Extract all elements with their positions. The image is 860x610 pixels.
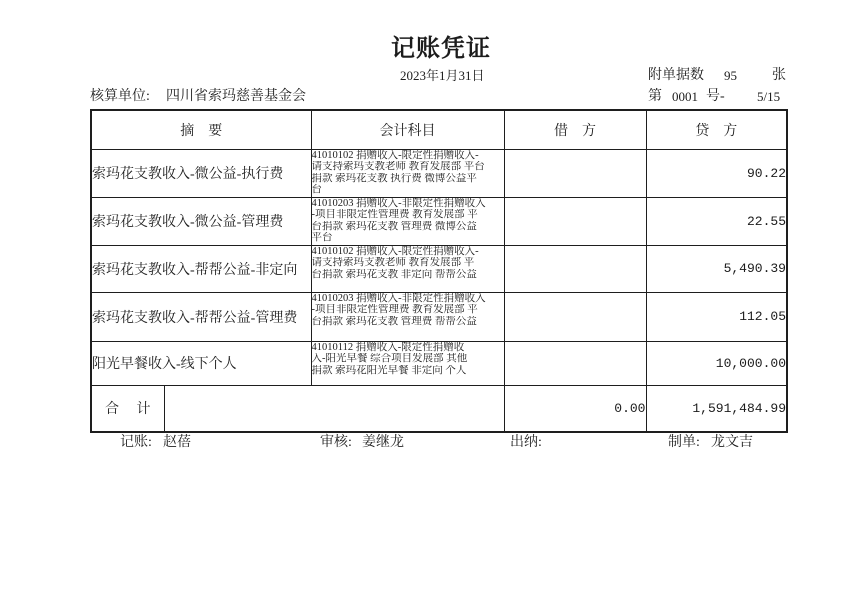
account-line: 捐款 索玛花支教 执行费 微博公益平	[311, 172, 477, 184]
accounting-unit-label: 核算单位:	[90, 89, 150, 104]
debit-cell	[504, 341, 646, 385]
total-blank-cell	[164, 385, 504, 432]
total-label: 合 计	[91, 385, 164, 432]
voucher-no-number: 0001	[672, 89, 698, 104]
account-line: 请支持索玛支教老师 教育发展部 平台	[311, 161, 485, 172]
account-line: 捐款 索玛花阳光早餐 非定向 个人	[311, 364, 467, 376]
account-line: 41010203 捐赠收入-非限定性捐赠收入	[311, 197, 486, 209]
preparer-label: 制单:	[668, 435, 700, 450]
reviewer-name: 姜继龙	[362, 435, 404, 450]
summary-cell: 阳光早餐收入-线下个人	[91, 341, 311, 385]
credit-cell: 90.22	[646, 149, 787, 197]
debit-cell	[504, 149, 646, 197]
table-row	[91, 149, 787, 197]
header-account: 会计科目	[311, 110, 504, 149]
credit-cell: 112.05	[646, 292, 787, 341]
header-debit: 借 方	[504, 110, 646, 149]
total-debit: 0.00	[504, 385, 646, 432]
bookkeeper-name: 赵蓓	[163, 435, 191, 450]
account-line: 41010203 捐赠收入-非限定性捐赠收入	[311, 292, 486, 304]
credit-cell: 22.55	[646, 197, 787, 245]
debit-cell	[504, 245, 646, 292]
summary-cell: 索玛花支教收入-帮帮公益-管理费	[91, 292, 311, 341]
account-line: 请支持索玛支教老师 教育发展部 平	[311, 257, 475, 268]
account-line: -项目非限定性管理费 教育发展部 平	[311, 304, 478, 315]
summary-cell: 索玛花支教收入-微公益-执行费	[91, 149, 311, 197]
voucher-table	[90, 109, 788, 433]
attachments-unit: 张	[772, 68, 786, 83]
reviewer-label: 审核:	[320, 435, 352, 450]
account-line: 台捐款 索玛花支教 非定向 帮帮公益	[311, 268, 477, 280]
account-line: 41010102 捐赠收入-限定性捐赠收入-	[311, 149, 479, 161]
cashier-label: 出纳:	[510, 435, 542, 450]
account-cell	[311, 341, 504, 385]
account-cell	[311, 149, 504, 197]
account-line: -项目非限定性管理费 教育发展部 平	[311, 209, 478, 220]
voucher-no-prefix: 第	[648, 89, 662, 104]
accounting-unit-value: 四川省索玛慈善基金会	[166, 89, 306, 104]
table-row	[91, 341, 787, 385]
account-line: 台捐款 索玛花支教 管理费 帮帮公益	[311, 315, 477, 327]
voucher-date: 2023年1月31日	[400, 68, 485, 83]
debit-cell	[504, 292, 646, 341]
account-cell	[311, 197, 504, 245]
account-cell	[311, 292, 504, 341]
table-row	[91, 292, 787, 341]
summary-cell: 索玛花支教收入-微公益-管理费	[91, 197, 311, 245]
account-line: 入-阳光早餐 综合项目发展部 其他	[311, 353, 468, 364]
total-row	[91, 385, 787, 432]
credit-cell: 5,490.39	[646, 245, 787, 292]
debit-cell	[504, 197, 646, 245]
table-row	[91, 197, 787, 245]
account-line: 平台	[311, 232, 333, 243]
account-line: 41010102 捐赠收入-限定性捐赠收入-	[311, 245, 479, 257]
total-credit: 1,591,484.99	[646, 385, 787, 432]
header-summary: 摘 要	[91, 110, 311, 149]
bookkeeper-label: 记账:	[120, 435, 152, 450]
voucher-no-page: 5/15	[757, 89, 781, 104]
voucher-no-suffix: 号-	[706, 89, 725, 104]
credit-cell: 10,000.00	[646, 341, 787, 385]
summary-cell: 索玛花支教收入-帮帮公益-非定向	[91, 245, 311, 292]
table-row	[91, 245, 787, 292]
attachments-count: 95	[724, 68, 737, 83]
account-line: 41010112 捐赠收入-限定性捐赠收	[311, 341, 465, 353]
account-line: 台捐款 索玛花支教 管理费 微博公益	[311, 220, 477, 232]
header-credit: 贷 方	[646, 110, 787, 149]
voucher-title: 记账凭证	[391, 36, 491, 62]
account-line: 台	[311, 184, 322, 195]
preparer-name: 龙文吉	[711, 435, 753, 450]
account-cell	[311, 245, 504, 292]
table-header-row	[91, 110, 787, 149]
attachments-label: 附单据数	[648, 68, 704, 83]
